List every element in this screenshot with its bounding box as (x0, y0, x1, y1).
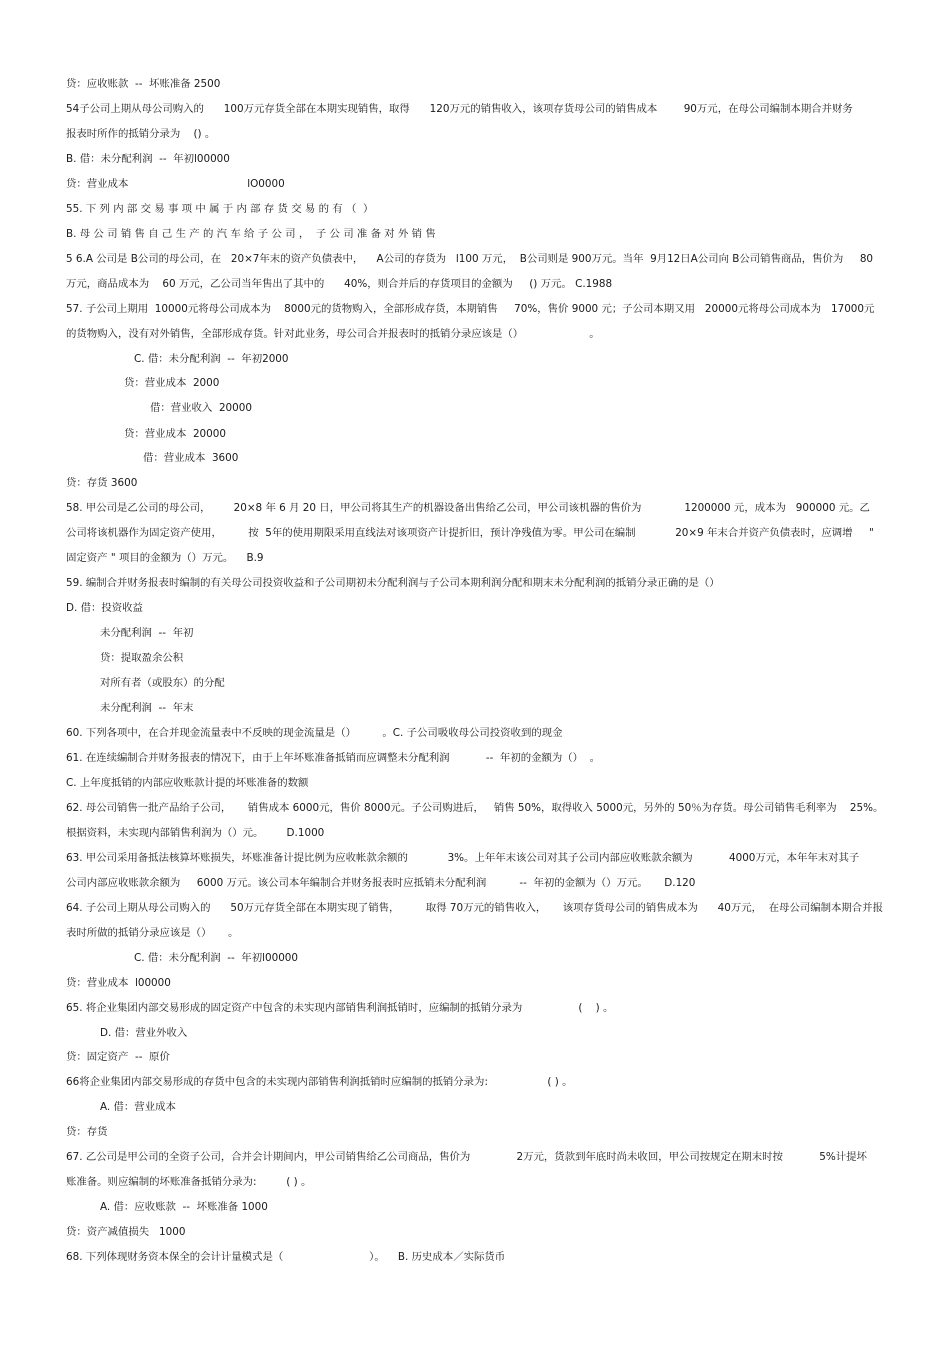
text-line: 固定资产 " 项目的金额为（）万元。 B.9 (66, 552, 264, 564)
text-line: 贷：资产减值损失 1000 (66, 1226, 186, 1238)
text-line: B. 母 公 司 销 售 自 己 生 产 的 汽 车 给 子 公 司 ， 子 公 司 准 备 对 外 销 售 (66, 228, 436, 240)
text-line: D. 借：投资收益 (66, 602, 143, 614)
text-line: C. 借：未分配利润 -- 年初2000 (134, 353, 289, 365)
text-line: 59. 编制合并财务报表时编制的有关母公司投资收益和子公司期初未分配利润与子公司本期利润分配和期末未分配利润的抵销分录正确的是（） (66, 577, 720, 589)
text-line: 公司内部应收账款余额为 6000 万元。该公司本年编制合并财务报表时应抵销未分配利润 -- 年初的金额为（）万元。 D.120 (66, 877, 696, 889)
text-line: 贷：存货 3600 (66, 477, 138, 489)
text-line: 账准备。则应编制的坏账准备抵销分录为: ( ) 。 (66, 1176, 312, 1188)
text-line: 贷：应收账款 -- 坏账准备 2500 (66, 78, 221, 90)
text-line: 未分配利润 -- 年初 (100, 627, 194, 639)
text-line: D. 借：营业外收入 (100, 1027, 188, 1039)
text-line: 65. 将企业集团内部交易形成的固定资产中包含的未实现内部销售利润抵销时，应编制的抵销分录为 ( ) 。 (66, 1002, 614, 1014)
text-line: 贷：营业成本 l00000 (66, 977, 171, 989)
text-line: 表时所做的抵销分录应该是（） 。 (66, 927, 239, 939)
text-line: 58. 甲公司是乙公司的母公司， 20×8 年 6 月 20 日，甲公司将其生产的机器设备出售给乙公司，甲公司该机器的售价为 1200000 元，成本为 900000 元。乙 (66, 502, 870, 514)
text-line: 67. 乙公司是甲公司的全资子公司，合并会计期间内，甲公司销售给乙公司商品，售价为 2万元，货款到年底时尚未收回，甲公司按规定在期末时按 5%计提坏 (66, 1151, 867, 1163)
text-line: 借：营业成本 3600 (143, 452, 239, 464)
text-line: 报表时所作的抵销分录为 () 。 (66, 128, 216, 140)
text-line: C. 借：未分配利润 -- 年初l00000 (134, 952, 299, 964)
text-line: 借：营业收入 20000 (150, 402, 253, 414)
text-line: 55. 下 列 内 部 交 易 事 项 中 属 于 内 部 存 货 交 易 的 有 （ ） (66, 203, 374, 215)
text-line: C. 上年度抵销的内部应收账款计提的坏账准备的数额 (66, 777, 309, 789)
text-line: 贷：营业成本 lO0000 (66, 178, 285, 190)
text-line: 未分配利润 -- 年末 (100, 702, 194, 714)
text-line: 贷：营业成本 2000 (124, 377, 220, 389)
text-line: A. 借：营业成本 (100, 1101, 176, 1113)
text-line: 贷：营业成本 20000 (124, 428, 227, 440)
text-line: 62. 母公司销售一批产品给子公司， 销售成本 6000元，售价 8000元。子公司购进后， 销售 50%，取得收入 5000元，另外的 50％为存货。母公司销售毛利率为 25%。 (66, 802, 884, 814)
text-line: 贷：固定资产 -- 原价 (66, 1051, 170, 1063)
text-line: 61. 在连续编制合并财务报表的情况下，由于上年坏账准备抵销而应调整未分配利润 -- 年初的金额为（） 。 (66, 752, 601, 764)
text-line: 66将企业集团内部交易形成的存货中包含的未实现内部销售利润抵销时应编制的抵销分录为: ( ) 。 (66, 1076, 573, 1088)
text-line: 63. 甲公司采用备抵法核算坏账损失，坏账准备计提比例为应收帐款余额的 3%。上年年末该公司对其子公司内部应收账款余额为 4000万元，本年年末对其子 (66, 852, 860, 864)
text-line: 根据资料，未实现内部销售利润为（）元。 D.1000 (66, 827, 325, 839)
text-line: 万元，商品成本为 60 万元，乙公司当年售出了其中的 40%，则合并后的存货项目的金额为 () 万元。 C.1988 (66, 278, 613, 290)
text-line: 5 6.A 公司是 B公司的母公司，在 20×7年末的资产负债表中， A公司的存货为 l100 万元， B公司则是 900万元。当年 9月12日A公司向 B公司销售商品，售价为 80 (66, 253, 874, 265)
text-line: 57. 子公司上期用 10000元将母公司成本为 8000元的货物购入，全部形成存货，本期销售 70%，售价 9000 元；子公司本期又用 20000元将母公司成本为 17000元 (66, 303, 875, 315)
text-line: 60. 下列各项中，在合并现金流量表中不反映的现金流量是（） 。C. 子公司吸收母公司投资收到的现金 (66, 727, 563, 739)
text-line: 54子公司上期从母公司购入的 100万元存货全部在本期实现销售，取得 120万元的销售收入，该项存货母公司的销售成本 90万元，在母公司编制本期合并财务 (66, 103, 853, 115)
text-line: 贷：提取盈余公积 (100, 652, 184, 664)
text-line: 的货物购入，没有对外销售，全部形成存货。针对此业务，母公司合并报表时的抵销分录应该是（） 。 (66, 328, 600, 340)
text-line: 公司将该机器作为固定资产使用， 按 5年的使用期限采用直线法对该项资产计提折旧，预计净残值为零。甲公司在编制 20×9 年末合并资产负债表时，应调增 " (66, 527, 874, 539)
text-line: 64. 子公司上期从母公司购入的 50万元存货全部在本期实现了销售， 取得 70万元的销售收入， 该项存货母公司的销售成本为 40万元， 在母公司编制本期合并报 (66, 902, 883, 914)
text-line: 对所有者（或股东）的分配 (100, 677, 225, 689)
text-line: 68. 下列体现财务资本保全的会计计量模式是（ ）。 B. 历史成本／实际货币 (66, 1251, 506, 1263)
text-line: 贷：存货 (66, 1126, 108, 1138)
text-line: A. 借：应收账款 -- 坏账准备 1000 (100, 1201, 268, 1213)
text-line: B. 借：未分配利润 -- 年初l00000 (66, 153, 230, 165)
